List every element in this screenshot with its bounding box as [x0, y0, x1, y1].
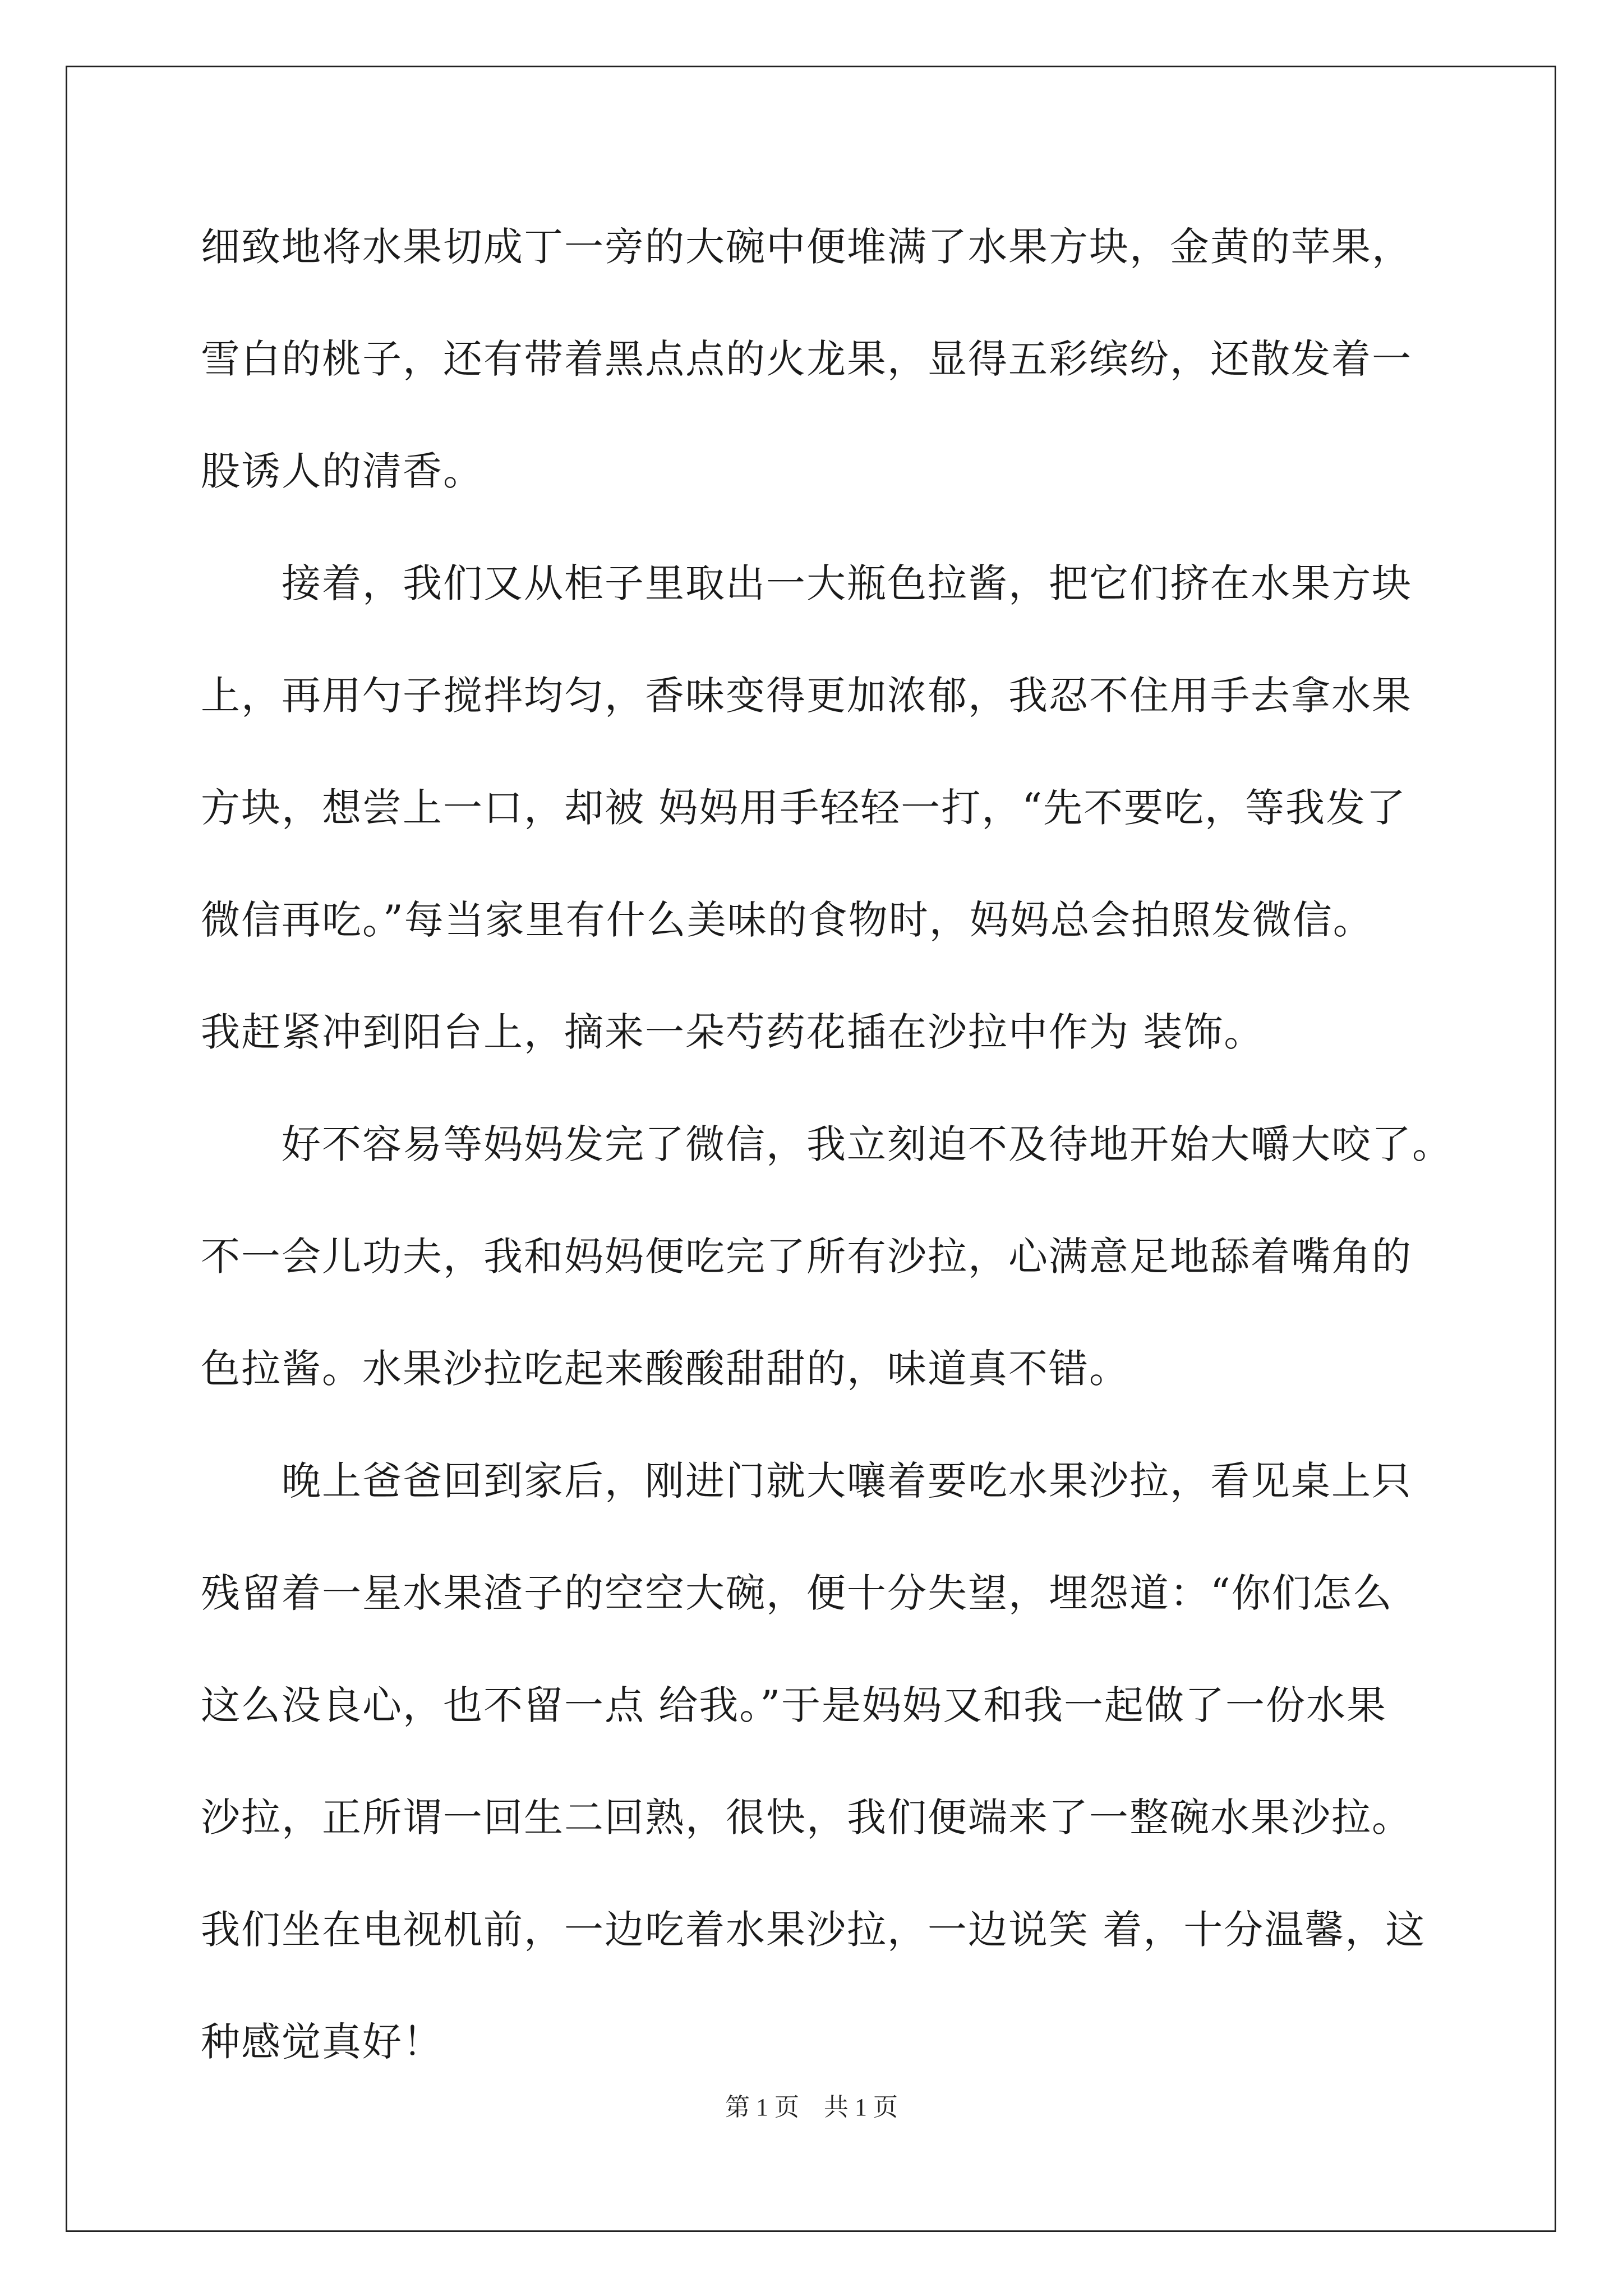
text-line: 晚上爸爸回到家后，刚进门就大嚷着要吃水果沙拉，看见桌上只 — [201, 1458, 1412, 1504]
text-line: 沙拉，正所谓一回生二回熟，很快，我们便端来了一整碗水果沙拉。 — [201, 1795, 1412, 1841]
text-line: 接着，我们又从柜子里取出一大瓶色拉酱，把它们挤在水果方块 — [201, 560, 1412, 606]
document-body — [201, 219, 1451, 2126]
text-line: 我们坐在电视机前，一边吃着水果沙拉，一边说笑 着，十分温馨，这 — [201, 1907, 1426, 1953]
text-line: 不一会儿功夫，我和妈妈便吃完了所有沙拉，心满意足地舔着嘴角的 — [201, 1234, 1412, 1280]
text-line: 我赶紧冲到阳台上，摘来一朵芍药花插在沙拉中作为 装饰。 — [201, 1009, 1265, 1055]
text-line: 上，再用勺子搅拌均匀，香味变得更加浓郁，我忍不住用手去拿水果 — [201, 673, 1412, 719]
text-line: 雪白的桃子，还有带着黑点点的火龙果，显得五彩缤纷，还散发着一 — [201, 336, 1412, 382]
text-line: 种感觉真好！ — [201, 2019, 443, 2065]
text-line: 色拉酱。水果沙拉吃起来酸酸甜甜的，味道真不错。 — [201, 1346, 1129, 1392]
text-line: 这么没良心，也不留一点 给我。”于是妈妈又和我一起做了一份水果 — [201, 1682, 1387, 1728]
text-line: 细致地将水果切成丁一旁的大碗中便堆满了水果方块，金黄的苹果， — [201, 224, 1412, 270]
text-line: 好不容易等妈妈发完了微信，我立刻迫不及待地开始大嚼大咬了。 — [201, 1121, 1453, 1167]
text-line: 方块，想尝上一口，却被 妈妈用手轻轻一打，“先不要吃，等我发了 — [201, 785, 1407, 831]
text-line: 微信再吃。”每当家里有什么美味的食物时，妈妈总会拍照发微信。 — [201, 897, 1373, 943]
page-number-footer: 第 1 页 共 1 页 — [725, 2093, 898, 2121]
text-line: 股诱人的清香。 — [201, 448, 483, 494]
text-line: 残留着一星水果渣子的空空大碗，便十分失望，埋怨道：“你们怎么 — [201, 1570, 1393, 1616]
